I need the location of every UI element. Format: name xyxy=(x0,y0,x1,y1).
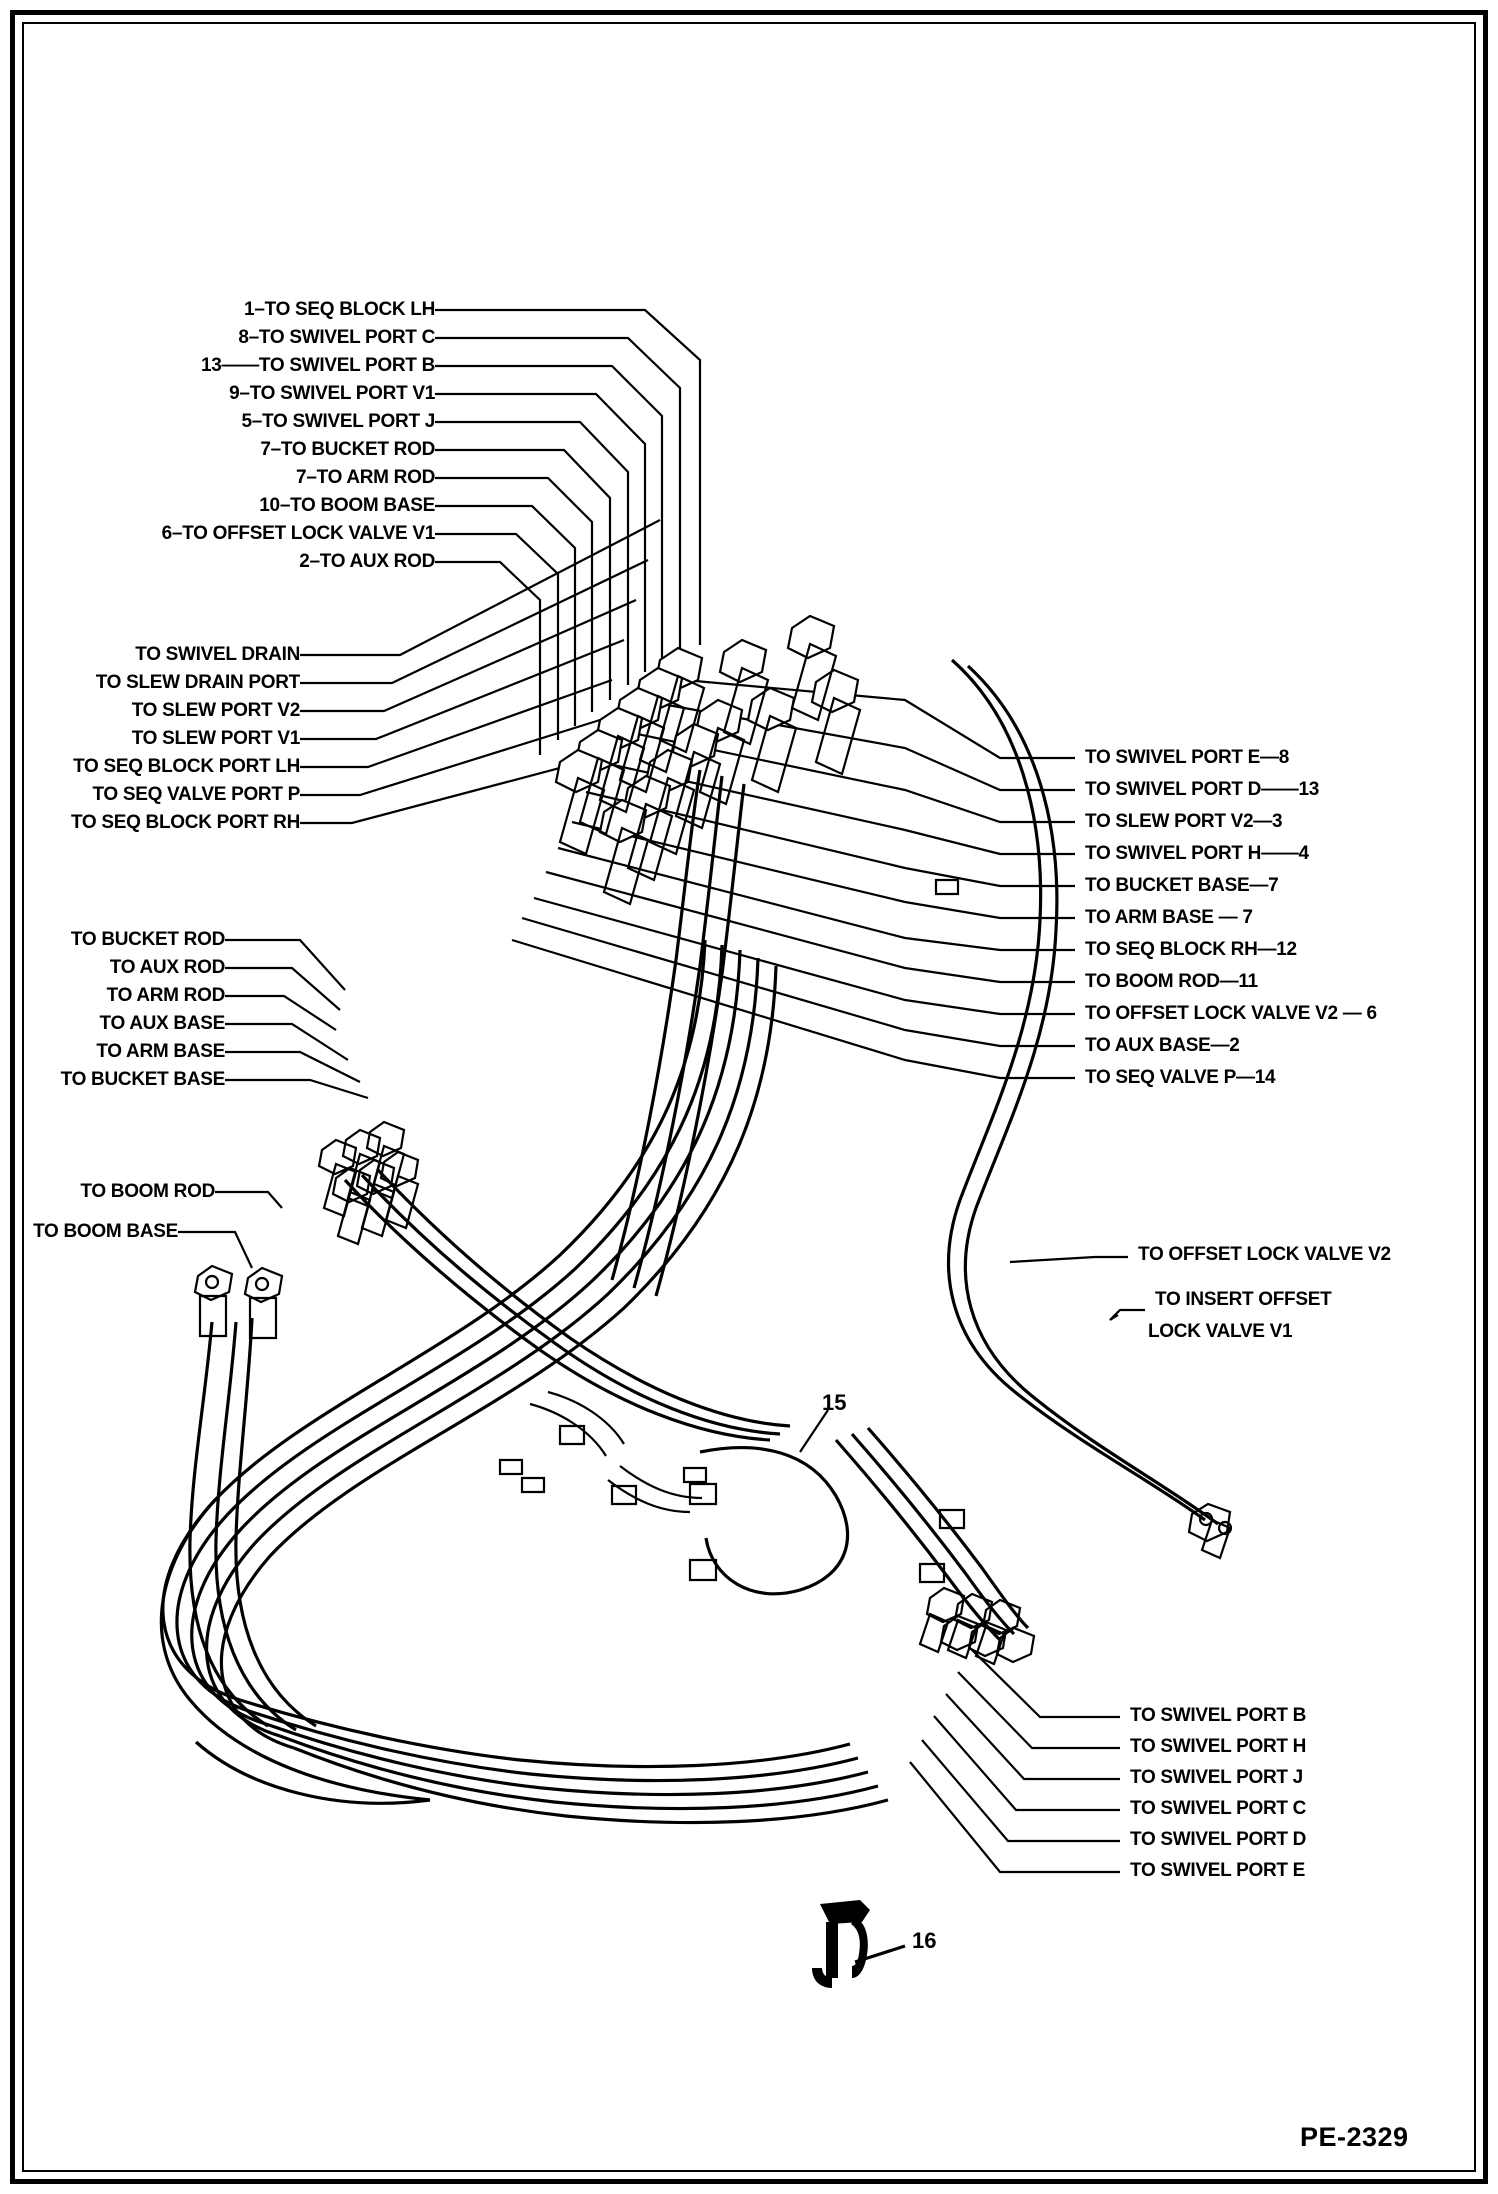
label-top-3: 9–TO SWIVEL PORT V1 xyxy=(229,383,435,404)
ref-number: 1 xyxy=(244,299,255,320)
label-text: TO BOOM ROD xyxy=(1085,971,1220,992)
ref-number: 2 xyxy=(299,551,310,572)
label-text: TO SWIVEL PORT H xyxy=(1085,843,1262,864)
label-text: TO SEQ BLOCK LH xyxy=(264,299,435,320)
leader-lines-right-mid xyxy=(1010,1257,1145,1320)
ref-number: 9 xyxy=(229,383,240,404)
label-text: TO SLEW PORT V2 xyxy=(1085,811,1254,832)
label-top-8: 6–TO OFFSET LOCK VALVE V1 xyxy=(161,523,435,544)
label-left-lower-1: TO BOOM BASE xyxy=(33,1221,178,1242)
ref-number: 7 xyxy=(1242,907,1253,928)
label-right-upper-4: TO BUCKET BASE—7 xyxy=(1085,875,1279,896)
fitting-offset-lock-valve xyxy=(1189,1504,1231,1558)
label-right-lower-5: TO SWIVEL PORT E xyxy=(1130,1860,1306,1881)
label-text: TO SWIVEL PORT E xyxy=(1085,747,1261,768)
label-text: TO OFFSET LOCK VALVE V2 xyxy=(1085,1003,1338,1024)
label-right-upper-10: TO SEQ VALVE P—14 xyxy=(1085,1067,1276,1088)
inline-couplers xyxy=(500,880,964,1582)
ref-number: 7 xyxy=(1268,875,1279,896)
label-left-upper-0: TO SWIVEL DRAIN xyxy=(135,644,300,665)
ref-number: 8 xyxy=(238,327,249,348)
label-top-5: 7–TO BUCKET ROD xyxy=(260,439,435,460)
ref-number: 3 xyxy=(1272,811,1283,832)
label-right-mid-2: LOCK VALVE V1 xyxy=(1148,1321,1293,1342)
label-right-lower-2: TO SWIVEL PORT J xyxy=(1130,1767,1303,1788)
ref-number: 5 xyxy=(241,411,252,432)
ref-number: 7 xyxy=(260,439,271,460)
ref-number: 6 xyxy=(1366,1003,1377,1024)
label-right-mid-0: TO OFFSET LOCK VALVE V2 xyxy=(1138,1244,1391,1265)
label-right-upper-8: TO OFFSET LOCK VALVE V2 — 6 xyxy=(1085,1003,1377,1024)
label-left-mid-2: TO ARM ROD xyxy=(106,985,225,1006)
label-text: TO BUCKET ROD xyxy=(280,439,435,460)
part-number: PE-2329 xyxy=(1300,2122,1409,2152)
hose-bundle-lower-return xyxy=(240,1700,888,1823)
label-text: TO OFFSET LOCK VALVE V1 xyxy=(182,523,435,544)
label-right-lower-3: TO SWIVEL PORT C xyxy=(1130,1798,1307,1819)
label-top-0: 1–TO SEQ BLOCK LH xyxy=(244,299,435,320)
label-top-2: 13——TO SWIVEL PORT B xyxy=(200,355,435,376)
label-text: TO SWIVEL PORT V1 xyxy=(249,383,435,404)
ref-number: 14 xyxy=(1254,1067,1276,1088)
ref-number: 11 xyxy=(1238,971,1258,992)
label-left-mid-5: TO BUCKET BASE xyxy=(60,1069,225,1090)
label-top-9: 2–TO AUX ROD xyxy=(299,551,435,572)
label-left-upper-1: TO SLEW DRAIN PORT xyxy=(95,672,300,693)
ref-number: 2 xyxy=(1229,1035,1240,1056)
label-text: TO BOOM BASE xyxy=(290,495,435,516)
label-left-mid-3: TO AUX BASE xyxy=(99,1013,225,1034)
label-right-lower-4: TO SWIVEL PORT D xyxy=(1130,1829,1307,1850)
label-left-upper-6: TO SEQ BLOCK PORT RH xyxy=(70,812,300,833)
leader-lines-left-mid xyxy=(225,940,368,1098)
hose-loop-15 xyxy=(700,1448,848,1594)
label-text: TO ARM BASE xyxy=(1085,907,1214,928)
label-left-mid-4: TO ARM BASE xyxy=(96,1041,225,1062)
leader-lines-right-lower xyxy=(910,1648,1120,1872)
label-text: TO SEQ BLOCK RH xyxy=(1085,939,1258,960)
ref-number: 13 xyxy=(1298,779,1320,800)
ref-number: 7 xyxy=(296,467,307,488)
label-left-upper-3: TO SLEW PORT V1 xyxy=(131,728,300,749)
label-text: TO SEQ VALVE P xyxy=(1085,1067,1237,1088)
label-text: TO AUX BASE xyxy=(1085,1035,1211,1056)
label-top-6: 7–TO ARM ROD xyxy=(296,467,435,488)
label-right-upper-9: TO AUX BASE—2 xyxy=(1085,1035,1240,1056)
fitting-boom-pair xyxy=(195,1266,282,1338)
label-right-upper-7: TO BOOM ROD—11 xyxy=(1085,971,1258,992)
leader-lines-left-lower xyxy=(178,1192,282,1268)
ref-number: 12 xyxy=(1276,939,1297,960)
leader-line-callout-15 xyxy=(800,1410,828,1452)
label-text: TO SWIVEL PORT D xyxy=(1085,779,1262,800)
ref-number: 4 xyxy=(1298,843,1309,864)
label-text: TO SWIVEL PORT J xyxy=(262,411,435,432)
fitting-cluster-bottom-right xyxy=(920,1588,1034,1664)
ref-number: 13 xyxy=(200,355,222,376)
label-right-mid-1: TO INSERT OFFSET xyxy=(1155,1289,1332,1310)
fitting-cluster-manifold xyxy=(556,616,860,904)
label-right-upper-6: TO SEQ BLOCK RH—12 xyxy=(1085,939,1297,960)
label-left-mid-0: TO BUCKET ROD xyxy=(70,929,225,950)
label-text: TO SWIVEL PORT B xyxy=(258,355,435,376)
callout-16: 16 xyxy=(912,1928,937,1953)
label-right-upper-1: TO SWIVEL PORT D——13 xyxy=(1085,779,1320,800)
label-left-upper-4: TO SEQ BLOCK PORT LH xyxy=(73,756,300,777)
label-top-4: 5–TO SWIVEL PORT J xyxy=(241,411,435,432)
label-left-upper-2: TO SLEW PORT V2 xyxy=(131,700,300,721)
callout-15: 15 xyxy=(822,1390,847,1415)
ref-number: 8 xyxy=(1278,747,1290,768)
label-right-lower-1: TO SWIVEL PORT H xyxy=(1130,1736,1307,1757)
ref-number: 6 xyxy=(161,523,172,544)
fitting-cluster-left xyxy=(319,1122,418,1244)
label-right-upper-3: TO SWIVEL PORT H——4 xyxy=(1085,843,1309,864)
hose-clamp-item-16 xyxy=(812,1900,870,1988)
label-left-mid-1: TO AUX ROD xyxy=(109,957,225,978)
label-text: TO BUCKET BASE xyxy=(1085,875,1250,896)
label-top-7: 10–TO BOOM BASE xyxy=(259,495,435,516)
label-text: TO SWIVEL PORT C xyxy=(258,327,435,348)
label-text: TO AUX ROD xyxy=(319,551,435,572)
label-right-upper-5: TO ARM BASE — 7 xyxy=(1085,907,1253,928)
ref-number: 10 xyxy=(259,495,280,516)
hose-bundle-right-down xyxy=(836,1428,1028,1640)
label-left-upper-5: TO SEQ VALVE PORT P xyxy=(92,784,300,805)
label-left-lower-0: TO BOOM ROD xyxy=(80,1181,215,1202)
label-right-upper-0: TO SWIVEL PORT E—8 xyxy=(1085,747,1290,768)
label-right-lower-0: TO SWIVEL PORT B xyxy=(1130,1705,1307,1726)
label-text: TO ARM ROD xyxy=(316,467,435,488)
label-top-1: 8–TO SWIVEL PORT C xyxy=(238,327,435,348)
label-right-upper-2: TO SLEW PORT V2—3 xyxy=(1085,811,1283,832)
